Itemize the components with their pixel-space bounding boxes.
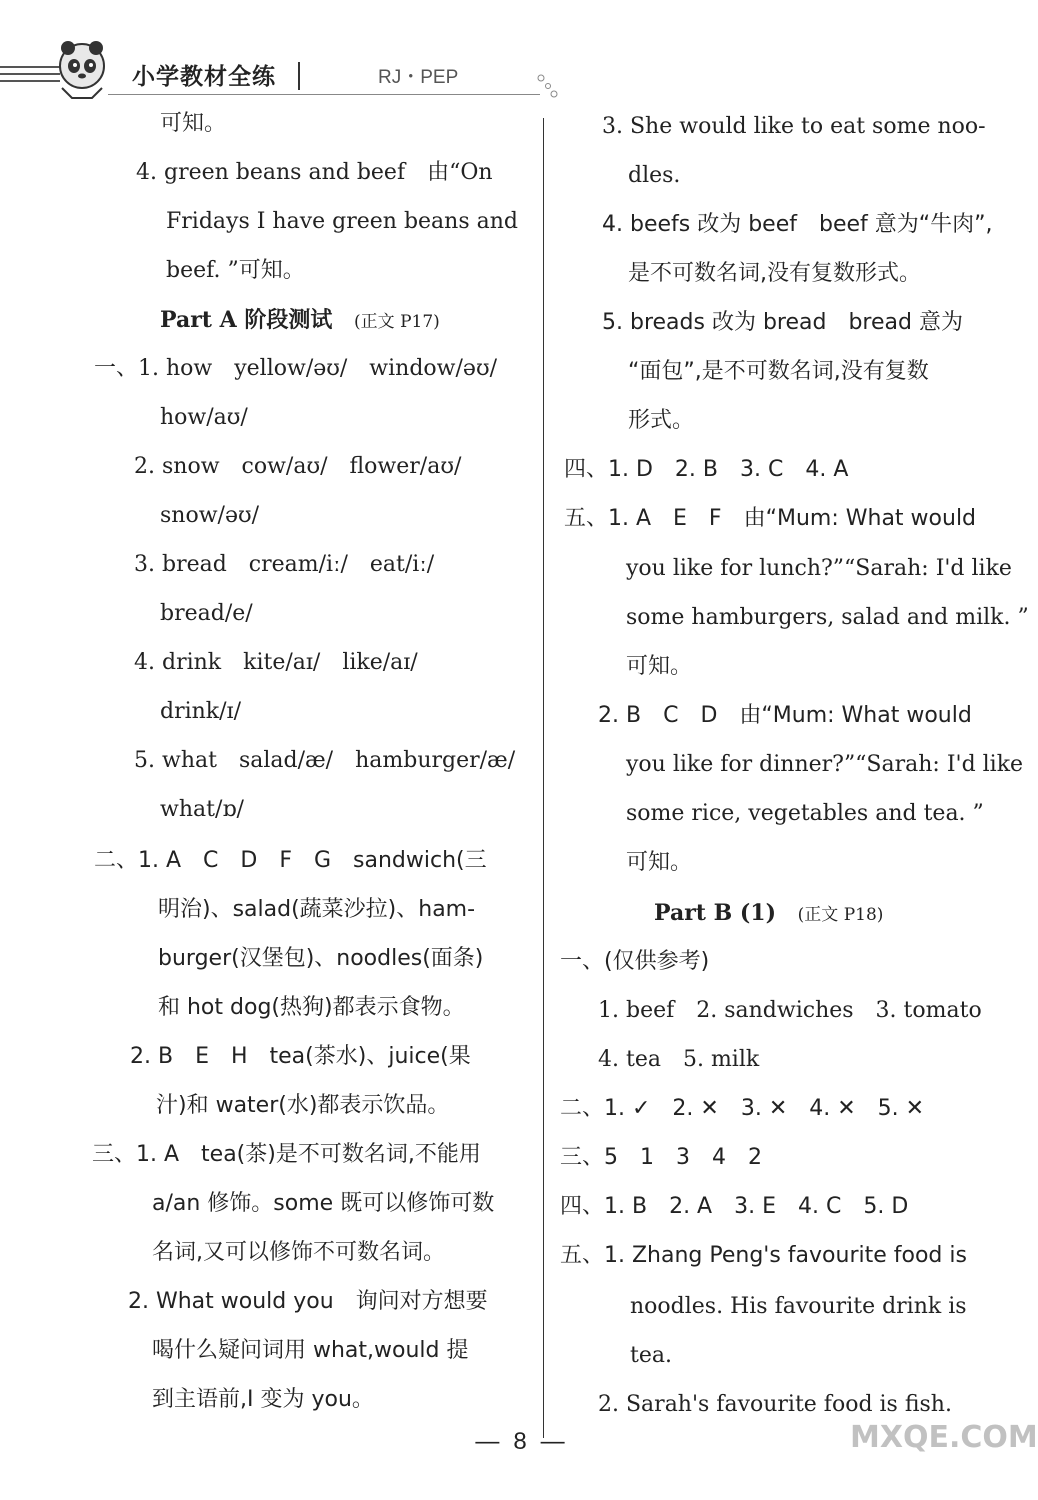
right-line-5: “面包”,是不可数名词,没有复数 (628, 359, 929, 384)
right-line-19: 1. beef 2. sandwiches 3. tomato (598, 998, 982, 1023)
header-rule (108, 94, 540, 95)
section-heading-part-b-page: (正文 P18) (797, 905, 884, 925)
right-line-25: noodles. His favourite drink is (630, 1294, 967, 1319)
left-line-1: 4. green beans and beef 由“On (136, 160, 493, 185)
left-line-23: a/an 修饰。some 既可以修饰可数 (152, 1191, 495, 1216)
right-line-0: 3. She would like to eat some noo- (602, 114, 986, 139)
column-divider (543, 118, 544, 1438)
right-line-23: 四、1. B 2. A 3. E 4. C 5. D (560, 1194, 909, 1219)
header-separator (298, 62, 300, 90)
section-heading-part-a-title: Part A 阶段测试 (160, 307, 333, 333)
left-line-8: 2. snow cow/aʊ/ flower/aʊ/ (134, 454, 462, 479)
right-line-3: 是不可数名词,没有复数形式。 (628, 261, 921, 286)
left-line-27: 到主语前,I 变为 you。 (152, 1387, 374, 1412)
right-line-14: some rice, vegetables and tea. ” (626, 801, 984, 826)
right-line-9: you like for lunch?”“Sarah: I'd like (626, 556, 1012, 581)
left-line-26: 喝什么疑问词用 what,would 提 (152, 1338, 469, 1363)
right-line-6: 形式。 (628, 408, 695, 433)
left-line-14: 5. what salad/æ/ hamburger/æ/ (134, 748, 516, 773)
section-heading-part-a-page: (正文 P17) (354, 312, 440, 332)
right-line-13: you like for dinner?”“Sarah: I'd like (626, 752, 1024, 777)
left-line-6: 一、1. how yellow/əʊ/ window/əʊ/ (94, 356, 497, 381)
left-line-15: what/ɒ/ (160, 797, 244, 822)
right-line-18: 一、(仅供参考) (560, 949, 710, 974)
right-line-15: 可知。 (626, 850, 693, 875)
left-line-7: how/aʊ/ (160, 405, 248, 430)
right-line-10: some hamburgers, salad and milk. ” (626, 605, 1029, 630)
header-dots-icon (536, 72, 560, 100)
right-line-7: 四、1. D 2. B 3. C 4. A (564, 457, 849, 482)
right-line-22: 三、5 1 3 4 2 (560, 1145, 762, 1170)
page-number: — 8 — (475, 1428, 565, 1455)
left-line-24: 名词,又可以修饰不可数名词。 (152, 1240, 445, 1265)
left-line-11: bread/e/ (160, 601, 253, 626)
right-line-4: 5. breads 改为 bread bread 意为 (602, 310, 963, 335)
left-line-2: Fridays I have green beans and (166, 209, 518, 234)
page-number-value: 8 (513, 1428, 527, 1455)
left-line-21: 汁)和 water(水)都表示饮品。 (156, 1093, 450, 1118)
left-line-22: 三、1. A tea(茶)是不可数名词,不能用 (92, 1142, 481, 1167)
left-line-13: drink/ɪ/ (160, 699, 241, 724)
section-heading-part-b-title: Part B (1) (654, 900, 776, 926)
right-line-11: 可知。 (626, 654, 693, 679)
right-line-24: 五、1. Zhang Peng's favourite food is (560, 1243, 967, 1268)
book-title: 小学教材全练 (132, 64, 276, 90)
edition-label: RJ・PEP (378, 67, 459, 88)
left-line-17: 明治)、salad(蔬菜沙拉)、ham- (158, 897, 476, 922)
left-line-3: beef. ”可知。 (166, 258, 305, 283)
section-heading-part-a (160, 309, 440, 331)
left-line-18: burger(汉堡包)、noodles(面条) (158, 946, 484, 971)
left-line-0: 可知。 (160, 111, 227, 136)
right-line-21: 二、1. ✓ 2. ✕ 3. ✕ 4. ✕ 5. ✕ (560, 1096, 925, 1121)
mascot-icon (48, 38, 118, 100)
section-heading-part-b (654, 902, 883, 924)
watermark-text: MXQE.COM (850, 1420, 1038, 1455)
left-line-9: snow/əʊ/ (160, 503, 260, 528)
left-line-25: 2. What would you 询问对方想要 (128, 1289, 488, 1314)
left-line-12: 4. drink kite/aɪ/ like/aɪ/ (134, 650, 418, 675)
left-line-10: 3. bread cream/iː/ eat/iː/ (134, 552, 435, 577)
right-line-1: dles. (628, 163, 681, 188)
right-line-26: tea. (630, 1343, 672, 1368)
right-line-12: 2. B C D 由“Mum: What would (598, 703, 972, 728)
right-line-2: 4. beefs 改为 beef beef 意为“牛肉”, (602, 212, 993, 237)
right-line-20: 4. tea 5. milk (598, 1047, 760, 1072)
left-line-20: 2. B E H tea(茶水)、juice(果 (130, 1044, 471, 1069)
left-line-16: 二、1. A C D F G sandwich(三 (94, 848, 487, 873)
left-line-19: 和 hot dog(热狗)都表示食物。 (158, 995, 465, 1020)
right-line-8: 五、1. A E F 由“Mum: What would (564, 506, 977, 531)
right-line-27: 2. Sarah's favourite food is fish. (598, 1392, 952, 1417)
